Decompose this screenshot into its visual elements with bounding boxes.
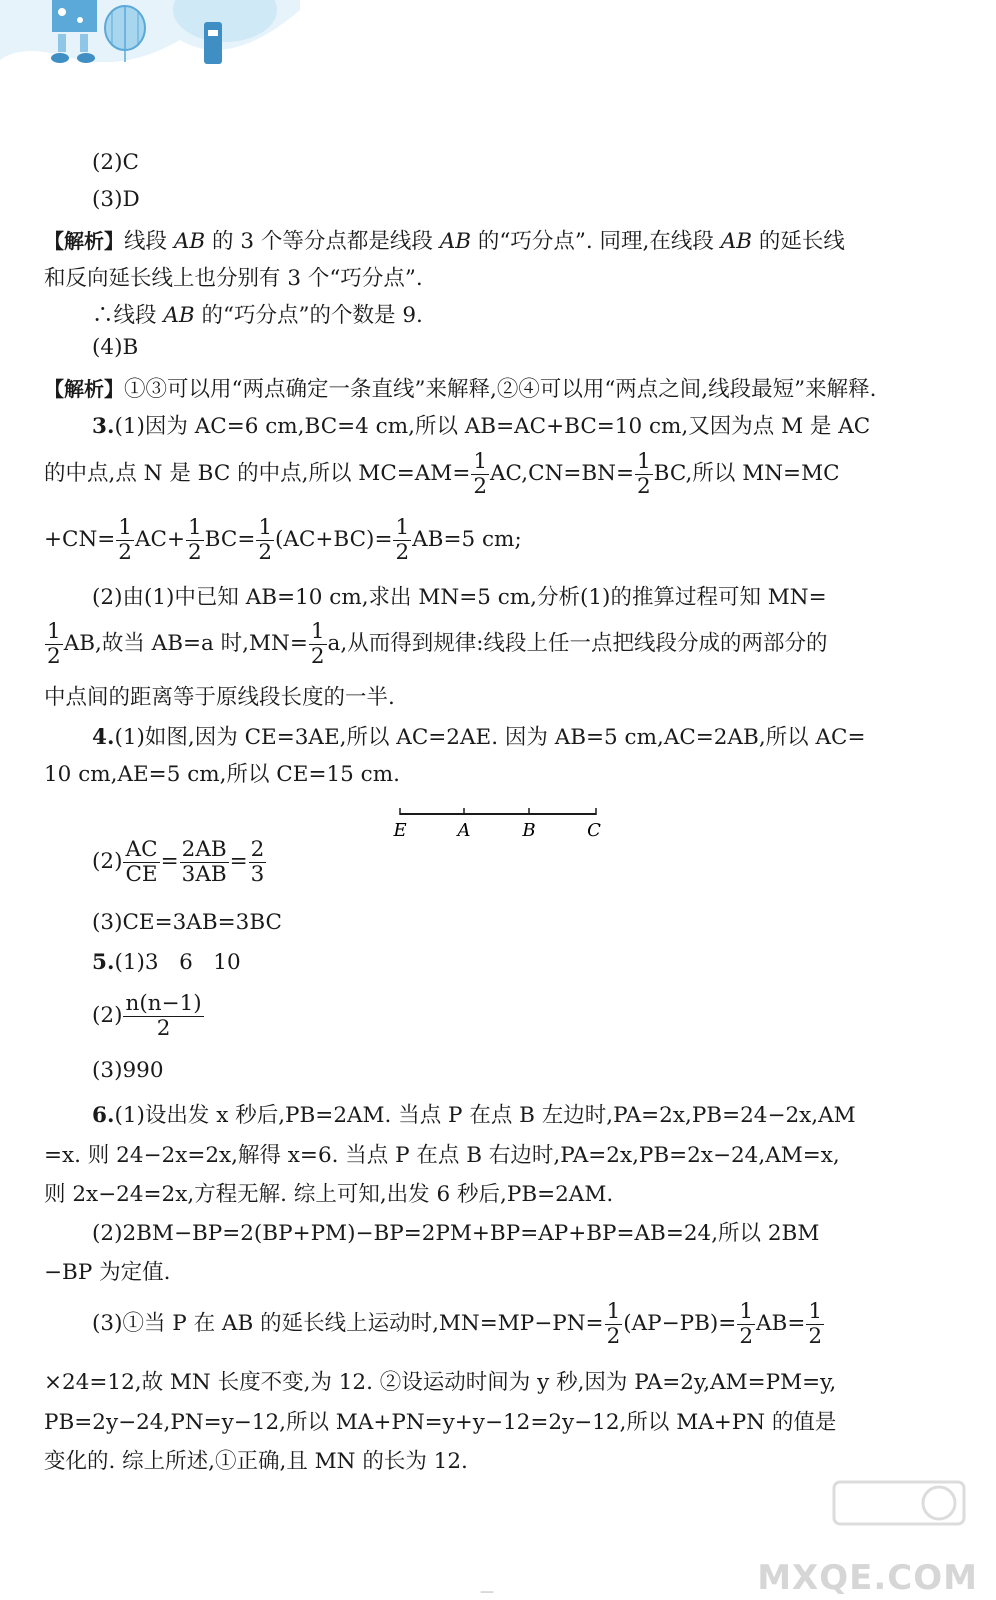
text: (1)因为 AC=6 cm,BC=4 cm,所以 AB=AC+BC=10 cm,又因为点 M 是 AC <box>114 414 871 439</box>
fraction-ac-ce: $\frac{AC}{CE}$ <box>125 837 158 887</box>
q6-line-7: ×24=12,故 MN 长度不变,为 12. ②设运动时间为 y 秒,因为 PA=2y,AM=PM=y, <box>44 1370 837 1395</box>
q4-line-1 <box>44 720 865 751</box>
fraction-n-n-1-over-2: $\frac{n(n-1)}{2}$ <box>125 991 202 1041</box>
question-number: 6. <box>92 1103 115 1128</box>
page-number: — <box>480 1584 494 1600</box>
text: +CN= <box>44 527 116 553</box>
text: 的 3 个等分点都是线段 <box>212 229 433 254</box>
q6-line-5: −BP 为定值. <box>44 1260 171 1285</box>
q6-line-9: 变化的. 综上所述,①正确,且 MN 的长为 12. <box>44 1449 468 1474</box>
fraction-half: $\frac{1}{2}$ <box>47 619 61 669</box>
segment-diagram <box>393 808 606 848</box>
text: (3)①当 P 在 AB 的延长线上运动时,MN=MP−PN= <box>92 1311 604 1337</box>
analysis-tag: 【解析】 <box>44 229 124 253</box>
q4-part-3: (3)CE=3AB=3BC <box>92 910 282 935</box>
text: (2) <box>92 1003 123 1029</box>
label-b: B <box>522 820 536 841</box>
q5-part-1 <box>44 950 241 975</box>
text: AB= <box>756 1311 806 1337</box>
math-ab: AB <box>163 303 195 328</box>
watermark-logo <box>824 1480 974 1560</box>
text: 的中点,点 N 是 BC 的中点,所以 MC=AM= <box>44 461 471 487</box>
analysis-2-3 <box>44 224 845 255</box>
label-a: A <box>457 820 471 841</box>
text: a,从而得到规律:线段上任一点把线段分成的两部分的 <box>327 631 828 657</box>
question-number: 4. <box>92 725 115 750</box>
watermark-text: MXQE.COM <box>757 1558 978 1598</box>
text: AC+ <box>134 527 185 553</box>
text: 线段 <box>124 229 168 254</box>
fraction-half: $\frac{1}{2}$ <box>739 1299 754 1349</box>
fraction-half: $\frac{1}{2}$ <box>118 515 132 565</box>
q6-line-6 <box>44 1300 825 1348</box>
q3-line-3 <box>44 516 522 564</box>
text: (1)3 6 10 <box>114 950 241 975</box>
q5-part-2 <box>44 992 205 1040</box>
answer-2-2: (2)C <box>92 150 139 175</box>
q3-line-4: (2)由(1)中已知 AB=10 cm,求出 MN=5 cm,分析(1)的推算过程可知 MN= <box>92 585 827 610</box>
fraction-half: $\frac{1}{2}$ <box>606 1299 621 1349</box>
fraction-half: $\frac{1}{2}$ <box>187 515 202 565</box>
math-ab: AB <box>173 229 206 254</box>
fraction-half: $\frac{1}{2}$ <box>636 449 651 499</box>
math-ab: AB <box>439 229 472 254</box>
fraction-2-3: $\frac{2}{3}$ <box>250 837 265 887</box>
text: (1)如图,因为 CE=3AE,所以 AC=2AE. 因为 AB=5 cm,AC=2AB,所以 AC= <box>114 725 866 750</box>
fraction-half: $\frac{1}{2}$ <box>310 619 325 669</box>
q3-line-1 <box>44 409 870 440</box>
fraction-half: $\frac{1}{2}$ <box>808 1299 823 1349</box>
q6-line-8: PB=2y−24,PN=y−12,所以 MA+PN=y+y−12=2y−12,所以 MA+PN 的值是 <box>44 1410 837 1435</box>
text: AB=5 cm; <box>412 527 522 553</box>
text: (AP−PB)= <box>623 1311 737 1337</box>
q3-line-2 <box>44 450 840 498</box>
text: (2) <box>92 849 123 875</box>
q4-line-2: 10 cm,AE=5 cm,所以 CE=15 cm. <box>44 762 400 787</box>
q6-line-4: (2)2BM−BP=2(BP+PM)−BP=2PM+BP=AP+BP=AB=24,所以 2BM <box>92 1221 820 1246</box>
text: 的“巧分点”. 同理,在线段 <box>477 229 714 254</box>
analysis-2-4 <box>44 372 876 403</box>
fraction-half: $\frac{1}{2}$ <box>258 515 273 565</box>
question-number: 3. <box>92 414 115 439</box>
fraction-2ab-3ab: $\frac{2AB}{3AB}$ <box>181 837 227 887</box>
q6-line-1 <box>44 1098 856 1129</box>
answer-2-3: (3)D <box>92 187 140 212</box>
text: AB,故当 AB=a 时,MN= <box>63 631 308 657</box>
q5-part-3: (3)990 <box>92 1058 164 1083</box>
fraction-half: $\frac{1}{2}$ <box>395 515 410 565</box>
analysis-conclusion <box>44 298 423 329</box>
question-number: 5. <box>92 950 115 975</box>
math-ab: AB <box>720 229 753 254</box>
text: (AC+BC)= <box>275 527 393 553</box>
label-e: E <box>393 820 407 841</box>
text: 的延长线 <box>758 229 845 254</box>
text: BC= <box>204 527 256 553</box>
fraction-half: $\frac{1}{2}$ <box>473 449 488 499</box>
text: AC,CN=BN= <box>490 461 634 487</box>
q6-line-3: 则 2x−24=2x,方程无解. 综上可知,出发 6 秒后,PB=2AM. <box>44 1182 614 1207</box>
answer-2-4: (4)B <box>92 335 139 360</box>
label-c: C <box>587 820 601 841</box>
text: ∴线段 <box>92 303 157 328</box>
q3-line-5 <box>44 620 827 668</box>
text: 的“巧分点”的个数是 9. <box>201 303 423 328</box>
q6-line-2: =x. 则 24−2x=2x,解得 x=6. 当点 P 在点 B 右边时,PA=2x,PB=2x−24,AM=x, <box>44 1143 840 1168</box>
q3-line-6: 中点间的距离等于原线段长度的一半. <box>44 685 395 710</box>
text: (1)设出发 x 秒后,PB=2AM. 当点 P 在点 B 左边时,PA=2x,PB=24−2x,AM <box>114 1103 856 1128</box>
header-illustration <box>0 0 300 75</box>
text: BC,所以 MN=MC <box>653 461 840 487</box>
q4-part-2: (2) $\frac{AC}{CE}$ = $\frac{2AB}{3AB}$ = $\frac{2}{3}$ <box>92 837 265 887</box>
text: ①③可以用“两点确定一条直线”来解释,②④可以用“两点之间,线段最短”来解释. <box>124 377 877 402</box>
analysis-tag: 【解析】 <box>44 377 124 401</box>
analysis-line-2: 和反向延长线上也分别有 3 个“巧分点”. <box>44 266 423 291</box>
